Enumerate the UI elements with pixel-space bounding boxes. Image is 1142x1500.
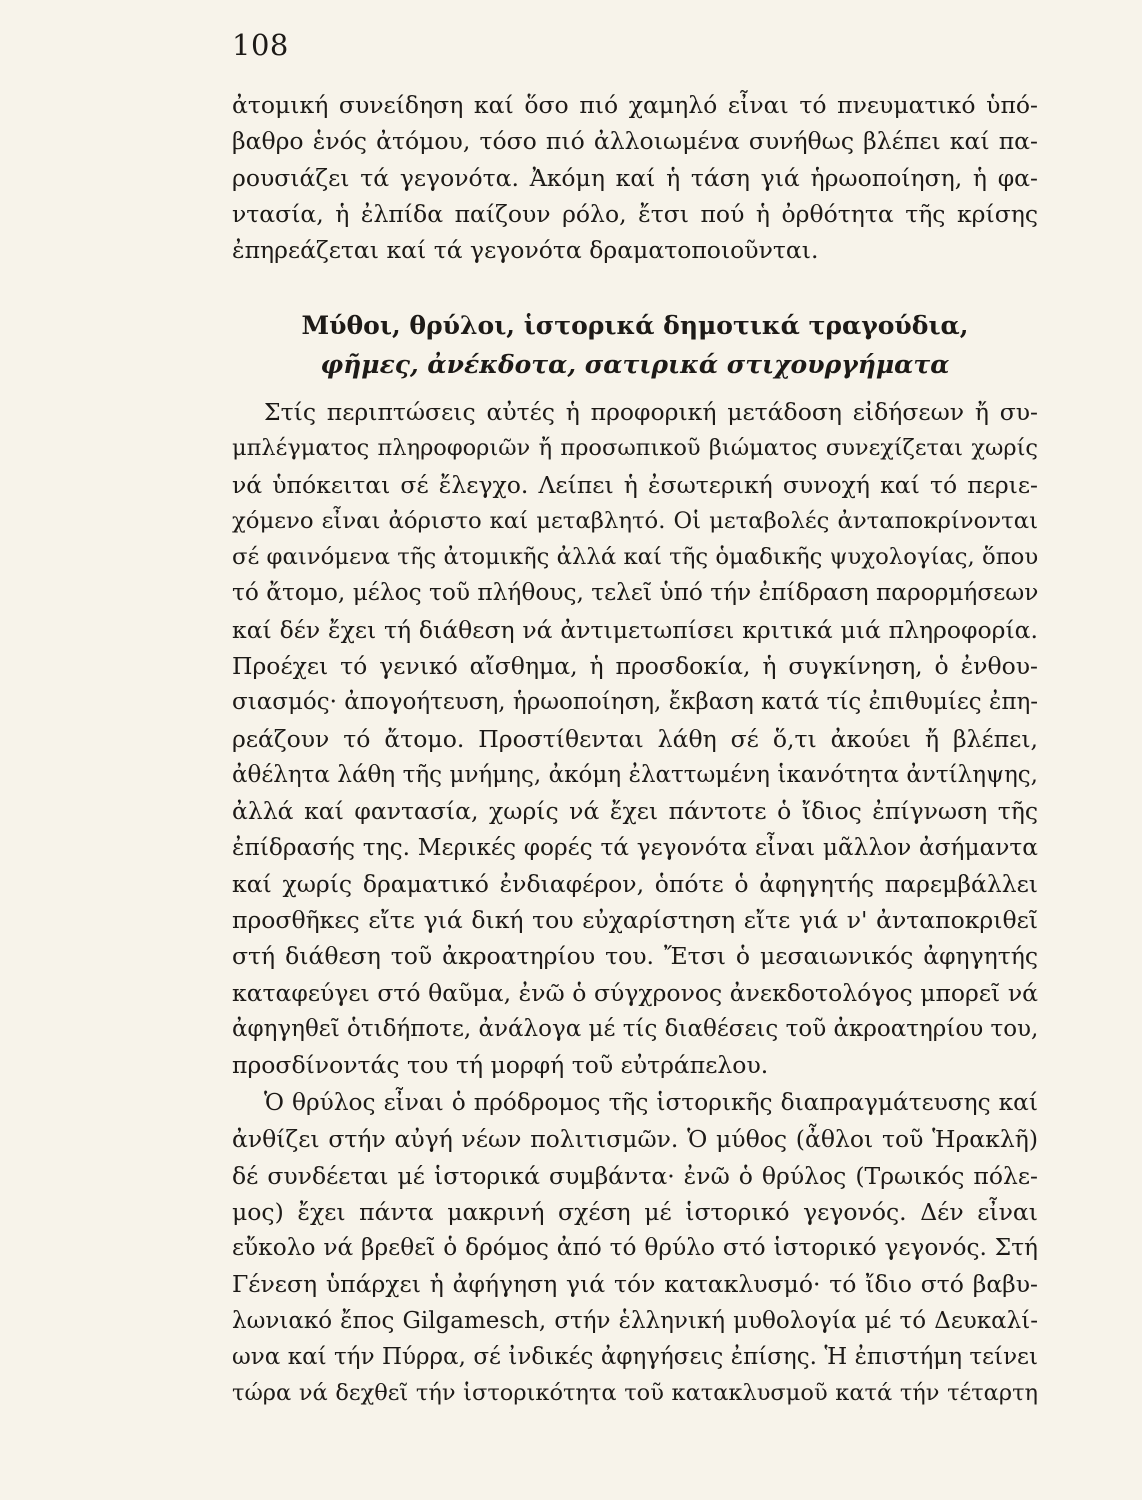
- paragraph-legend: [232, 1085, 1038, 1412]
- text-line: μπλέγματος πληροφοριῶν ἤ προσωπικοῦ βιώματος συνεχίζεται χωρίς: [232, 435, 1038, 462]
- paragraph-intro: [232, 87, 1038, 268]
- text-line: ἐπηρεάζεται καί τά γεγονότα δραματοποιοῦνται.: [232, 236, 819, 265]
- paragraph-oral-transmission: [232, 394, 1038, 1084]
- text-line: σέ φαινόμενα τῆς ἀτομικῆς ἀλλά καί τῆς ὁμαδικῆς ψυχολογίας, ὅπου: [232, 544, 1038, 571]
- page-number: 108: [232, 28, 289, 62]
- text-line: τώρα νά δεχθεῖ τήν ἱστορικότητα τοῦ κατακλυσμοῦ κατά τήν τέταρτη: [232, 1380, 1038, 1407]
- text-line: Προέχει τό γενικό αἴσθημα, ἡ προσδοκία, ἡ συγκίνηση, ὁ ἐνθου-: [232, 652, 1038, 681]
- section-heading: [232, 306, 1038, 384]
- text-line: ἀλλά καί φαντασία, χωρίς νά ἔχει πάντοτε ὁ ἴδιος ἐπίγνωση τῆς: [232, 797, 1038, 826]
- text-line: καταφεύγει στό θαῦμα, ἐνῶ ὁ σύγχρονος ἀνεκδοτολόγος μπορεῖ νά: [232, 978, 1038, 1007]
- text-line: ἀτομική συνείδηση καί ὅσο πιό χαμηλό εἶναι τό πνευματικό ὑπό-: [232, 91, 1038, 119]
- text-line: ρεάζουν τό ἄτομο. Προστίθενται λάθη σέ ὅ,τι ἀκούει ἤ βλέπει,: [232, 724, 1038, 753]
- text-line: νά ὑπόκειται σέ ἔλεγχο. Λείπει ἡ ἐσωτερική συνοχή καί τό περιε-: [232, 470, 1038, 499]
- text-line: Στίς περιπτώσεις αὐτές ἡ προφορική μετάδοση εἰδήσεων ἤ συ-: [264, 398, 1038, 426]
- text-line: βαθρο ἑνός ἀτόμου, τόσο πιό ἀλλοιωμένα συνήθως βλέπει καί πα-: [232, 127, 1038, 156]
- text-line: ρουσιάζει τά γεγονότα. Ἀκόμη καί ἡ τάση γιά ἡρωοποίηση, ἡ φα-: [232, 163, 1038, 192]
- text-line: μος) ἔχει πάντα μακρινή σχέση μέ ἱστορικό γεγονός. Δέν εἶναι: [232, 1197, 1038, 1226]
- text-line: Γένεση ὑπάρχει ἡ ἀφήγηση γιά τόν κατακλυσμό· τό ἴδιο στό βαβυ-: [232, 1270, 1038, 1299]
- text-line: ἐπίδρασής της. Μερικές φορές τά γεγονότα εἶναι μᾶλλον ἀσήμαντα: [232, 833, 1038, 861]
- text-line: ἀθέλητα λάθη τῆς μνήμης, ἀκόμη ἐλαττωμένη ἱκανότητα ἀντίληψης,: [232, 761, 1038, 788]
- heading-line-2: φῆμες, ἀνέκδοτα, σατιρικά στιχουργήματα: [320, 350, 950, 379]
- text-line: προσθῆκες εἴτε γιά δική του εὐχαρίστηση εἴτε γιά ν' ἀνταποκριθεῖ: [232, 906, 1038, 935]
- text-line: καί δέν ἔχει τή διάθεση νά ἀντιμετωπίσει κριτικά μιά πληροφορία.: [232, 615, 1038, 644]
- text-line: δέ συνδέεται μέ ἱστορικά συμβάντα· ἐνῶ ὁ θρύλος (Τρωικός πόλε-: [232, 1161, 1038, 1190]
- heading-line-1: Μύθοι, θρύλοι, ἱστορικά δημοτικά τραγούδια,: [301, 311, 969, 340]
- text-line: στή διάθεση τοῦ ἀκροατηρίου του. Ἔτσι ὁ μεσαιωνικός ἀφηγητής: [232, 942, 1038, 971]
- text-line: λωνιακό ἔπος Gilgamesch, στήν ἑλληνική μυθολογία μέ τό Δευκαλί-: [232, 1307, 1038, 1334]
- text-line: ἀφηγηθεῖ ὁτιδήποτε, ἀνάλογα μέ τίς διαθέσεις τοῦ ἀκροατηρίου του,: [232, 1016, 1038, 1043]
- text-line: τό ἄτομο, μέλος τοῦ πλήθους, τελεῖ ὑπό τήν ἐπίδραση παρορμήσεων: [232, 579, 1038, 607]
- text-line: ντασία, ἡ ἐλπίδα παίζουν ρόλο, ἔτσι πού ἡ ὀρθότητα τῆς κρίσης: [232, 199, 1038, 228]
- text-line: εὔκολο νά βρεθεῖ ὁ δρόμος ἀπό τό θρύλο στό ἱστορικό γεγονός. Στή: [232, 1234, 1038, 1262]
- text-line: Ὁ θρύλος εἶναι ὁ πρόδρομος τῆς ἱστορικῆς διαπραγμάτευσης καί: [264, 1089, 1038, 1116]
- text-line: προσδίνοντάς του τή μορφή τοῦ εὐτράπελου.: [232, 1051, 769, 1080]
- text-line: χόμενο εἶναι ἀόριστο καί μεταβλητό. Οἱ μεταβολές ἀνταποκρίνονται: [232, 507, 1038, 534]
- text-line: καί χωρίς δραματικό ἐνδιαφέρον, ὁπότε ὁ ἀφηγητής παρεμβάλλει: [232, 869, 1038, 898]
- text-line: σιασμός· ἀπογοήτευση, ἡρωοποίηση, ἔκβαση κατά τίς ἐπιθυμίες ἐπη-: [232, 689, 1038, 716]
- text-line: ἀνθίζει στήν αὐγή νέων πολιτισμῶν. Ὁ μύθος (ἆθλοι τοῦ Ἡρακλῆ): [232, 1125, 1038, 1154]
- text-line: ωνα καί τήν Πύρρα, σέ ἰνδικές ἀφηγήσεις ἐπίσης. Ἡ ἐπιστήμη τείνει: [232, 1344, 1038, 1371]
